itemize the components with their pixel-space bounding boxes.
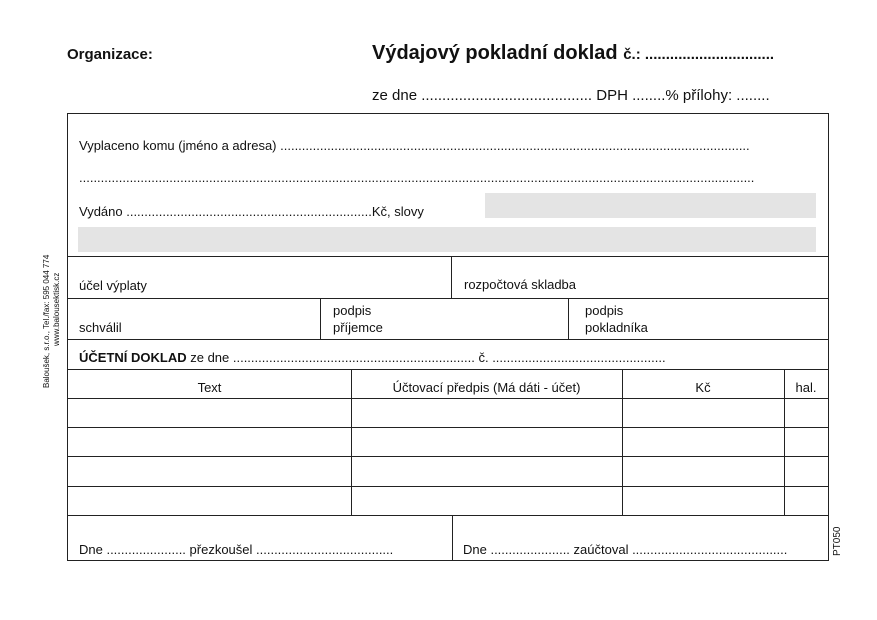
budget-classification-label: rozpočtová skladba — [464, 277, 577, 292]
form-code: PT050 — [832, 526, 843, 556]
accounting-voucher-line — [79, 350, 666, 365]
accounting-voucher-date-number: ze dne ................................................................... č. ................................................ — [186, 350, 666, 365]
publisher-website: www.balousektisk.cz — [52, 272, 61, 346]
document-number-label: č.: ............................... — [623, 46, 775, 63]
divider — [451, 256, 452, 298]
organization-label: Organizace: — [67, 46, 153, 63]
divider — [68, 298, 828, 299]
checked-by-line: Dne ...................... přezkoušel ...................................... — [79, 542, 394, 557]
payee-second-line: ........................................................................................................................................................................................... — [79, 170, 755, 185]
approved-label: schválil — [79, 320, 122, 335]
divider — [68, 256, 828, 257]
payee-label: Vyplaceno komu (jméno a adresa) .................................................................................................................................. — [79, 138, 750, 153]
issue-details-line: ze dne ......................................... DPH ........% přílohy: ........ — [372, 87, 770, 104]
table-column-divider — [351, 369, 352, 515]
column-header-hal: hal. — [795, 380, 817, 395]
amount-words-field-line-2[interactable] — [78, 227, 816, 252]
recipient-signature-label: podpis — [333, 303, 372, 318]
document-title-text: Výdajový pokladní doklad — [372, 42, 618, 64]
table-row-divider — [68, 427, 828, 428]
table-column-divider — [784, 369, 785, 515]
column-header-czk: Kč — [695, 380, 711, 395]
accounting-voucher-heading: ÚČETNÍ DOKLAD — [79, 350, 187, 365]
divider — [320, 298, 321, 339]
publisher-contact: Baloušek, s.r.o., Tel./fax: 595 044 774 — [42, 254, 51, 388]
amount-words-field[interactable] — [485, 193, 816, 218]
cashier-signature-label-2: pokladníka — [585, 320, 648, 335]
table-bottom-border — [68, 515, 828, 516]
document-title — [372, 42, 774, 65]
recipient-signature-label-2: příjemce — [333, 320, 383, 335]
posted-by-line: Dne ...................... zaúčtoval ........................................... — [463, 542, 788, 557]
table-row-divider — [68, 486, 828, 487]
divider — [452, 515, 453, 560]
table-top-border — [68, 369, 828, 370]
divider — [568, 298, 569, 339]
table-row-divider — [68, 456, 828, 457]
amount-label: Vydáno ....................................................................Kč, slovy — [79, 204, 424, 219]
table-column-divider — [622, 369, 623, 515]
table-row-divider — [68, 398, 828, 399]
divider — [68, 339, 828, 340]
column-header-posting: Účtovací předpis (Má dáti - účet) — [392, 380, 581, 395]
cashier-signature-label: podpis — [585, 303, 624, 318]
purpose-label: účel výplaty — [79, 278, 147, 293]
column-header-text: Text — [197, 380, 222, 395]
cash-voucher-form — [67, 113, 829, 561]
